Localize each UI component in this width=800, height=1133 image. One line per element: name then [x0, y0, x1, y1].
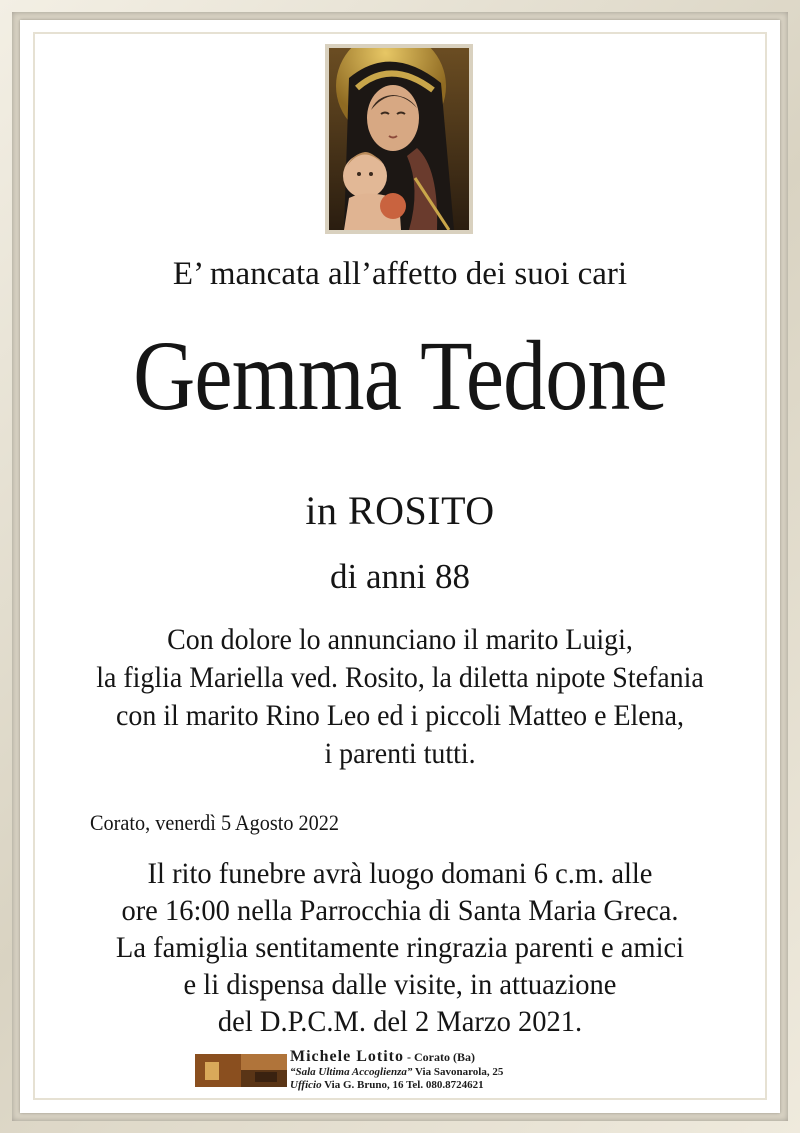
funeral-home-logo — [195, 1054, 287, 1087]
company-location: - Corato (Ba) — [403, 1050, 475, 1064]
rite-line: La famiglia sentitamente ringrazia parenti e amici — [115, 931, 685, 964]
hall-line — [290, 1066, 620, 1079]
hall-name: “Sala Ultima Accoglienza” — [290, 1066, 413, 1078]
rite-line: Il rito funebre avrà luogo domani 6 c.m. alle — [147, 857, 653, 890]
family-line: la figlia Mariella ved. Rosito, la diletta nipote Stefania — [96, 661, 704, 694]
rite-line: del D.P.C.M. del 2 Marzo 2021. — [217, 1005, 583, 1038]
company-line — [290, 1048, 620, 1066]
funeral-home-info — [290, 1048, 620, 1092]
family-line: Con dolore lo annunciano il marito Luigi, — [167, 623, 633, 656]
office-phone: Tel. 080.8724621 — [406, 1079, 484, 1091]
hall-address: Via Savonarola, 25 — [415, 1066, 504, 1078]
family-line: i parenti tutti. — [324, 737, 476, 770]
madonna-and-child-icon — [325, 44, 473, 234]
place-date: Corato, venerdì 5 Agosto 2022 — [90, 810, 340, 835]
rite-line: ore 16:00 nella Parrocchia di Santa Maria Greca. — [121, 894, 679, 927]
company-name: Michele Lotito — [290, 1048, 404, 1065]
rite-line: e li dispensa dalle visite, in attuazione — [183, 968, 617, 1001]
funeral-details — [20, 855, 780, 1040]
intro-line: E’ mancata all’affetto dei suoi cari — [172, 256, 628, 292]
family-announcement — [28, 621, 772, 773]
age-line: di anni 88 — [330, 557, 470, 596]
office-address: Via G. Bruno, 16 — [324, 1079, 404, 1091]
family-line: con il marito Rino Leo ed i piccoli Matteo e Elena, — [116, 699, 684, 732]
deceased-name: Gemma Tedone — [133, 320, 667, 431]
office-label: Ufficio — [290, 1079, 322, 1091]
married-name: in ROSITO — [305, 488, 495, 533]
office-line — [290, 1079, 620, 1092]
